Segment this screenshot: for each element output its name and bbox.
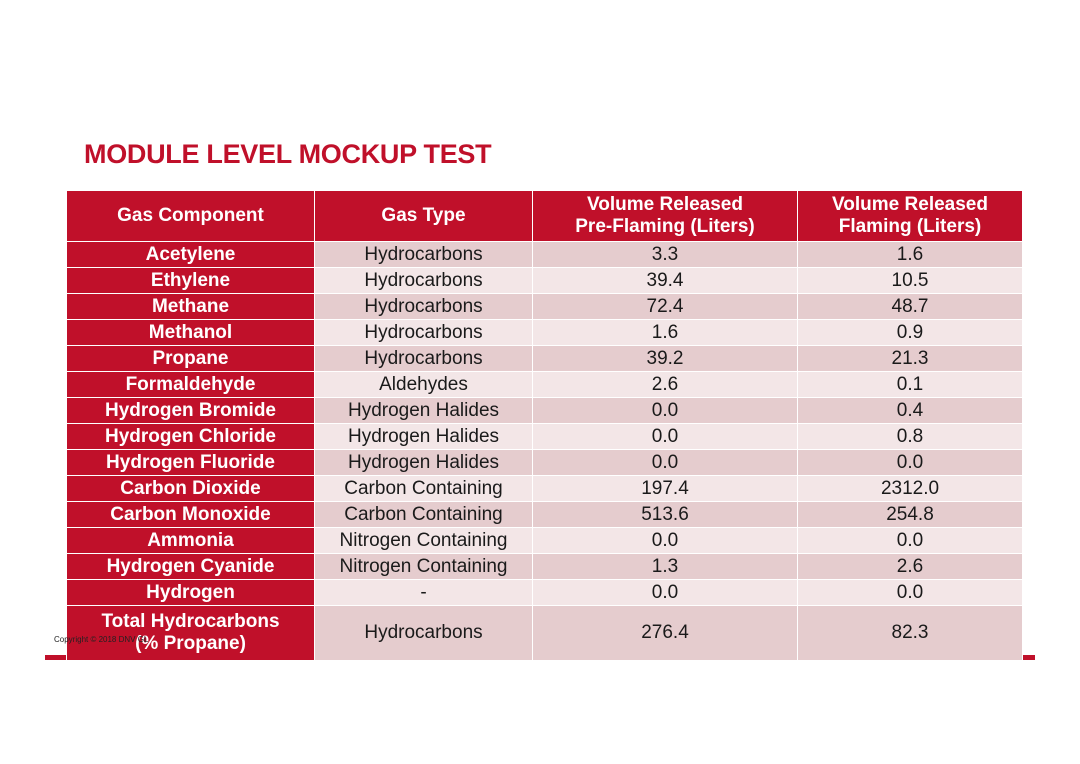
cell-gas-type: Hydrocarbons <box>315 268 533 294</box>
table-row <box>67 580 1023 606</box>
cell-component: Propane <box>67 346 315 372</box>
table-row <box>67 554 1023 580</box>
cell-pre-flaming: 2.6 <box>533 372 798 398</box>
cell-gas-type: Hydrogen Halides <box>315 450 533 476</box>
cell-pre-flaming: 1.3 <box>533 554 798 580</box>
table-row <box>67 268 1023 294</box>
table-row-total <box>67 606 1023 661</box>
cell-gas-type: Hydrocarbons <box>315 346 533 372</box>
cell-pre-flaming: 0.0 <box>533 398 798 424</box>
cell-component: Acetylene <box>67 242 315 268</box>
cell-gas-type: Hydrogen Halides <box>315 424 533 450</box>
cell-flaming: 254.8 <box>798 502 1023 528</box>
cell-pre-flaming: 197.4 <box>533 476 798 502</box>
cell-gas-type: Hydrocarbons <box>315 606 533 661</box>
cell-flaming: 10.5 <box>798 268 1023 294</box>
cell-flaming: 48.7 <box>798 294 1023 320</box>
cell-component: Total Hydrocarbons (% Propane) <box>67 606 315 661</box>
table-row <box>67 450 1023 476</box>
table-row <box>67 242 1023 268</box>
cell-pre-flaming: 0.0 <box>533 580 798 606</box>
table-row <box>67 372 1023 398</box>
table-row <box>67 424 1023 450</box>
cell-flaming: 0.0 <box>798 580 1023 606</box>
cell-gas-type: Nitrogen Containing <box>315 554 533 580</box>
cell-component: Methane <box>67 294 315 320</box>
header-volume-flaming: Volume Released Flaming (Liters) <box>798 191 1023 242</box>
gas-release-table <box>66 190 1023 661</box>
table-row <box>67 398 1023 424</box>
cell-component: Ethylene <box>67 268 315 294</box>
cell-pre-flaming: 1.6 <box>533 320 798 346</box>
cell-flaming: 1.6 <box>798 242 1023 268</box>
cell-component: Hydrogen Fluoride <box>67 450 315 476</box>
cell-gas-type: - <box>315 580 533 606</box>
cell-component: Hydrogen Bromide <box>67 398 315 424</box>
table-row <box>67 294 1023 320</box>
page-title: MODULE LEVEL MOCKUP TEST <box>84 139 492 169</box>
header-gas-component: Gas Component <box>67 191 315 242</box>
table-row <box>67 346 1023 372</box>
cell-gas-type: Nitrogen Containing <box>315 528 533 554</box>
table-row <box>67 476 1023 502</box>
cell-component: Hydrogen Cyanide <box>67 554 315 580</box>
cell-component: Hydrogen Chloride <box>67 424 315 450</box>
cell-flaming: 0.9 <box>798 320 1023 346</box>
header-volume-pre-flaming: Volume Released Pre-Flaming (Liters) <box>533 191 798 242</box>
copyright-text: Copyright © 2018 DNV GL <box>54 635 149 644</box>
cell-pre-flaming: 39.2 <box>533 346 798 372</box>
cell-flaming: 0.0 <box>798 528 1023 554</box>
table-row <box>67 320 1023 346</box>
cell-flaming: 2.6 <box>798 554 1023 580</box>
cell-gas-type: Carbon Containing <box>315 502 533 528</box>
cell-gas-type: Aldehydes <box>315 372 533 398</box>
cell-pre-flaming: 72.4 <box>533 294 798 320</box>
cell-gas-type: Hydrogen Halides <box>315 398 533 424</box>
cell-pre-flaming: 3.3 <box>533 242 798 268</box>
table-row <box>67 528 1023 554</box>
table-row <box>67 502 1023 528</box>
table-header-row <box>67 191 1023 242</box>
cell-component: Carbon Monoxide <box>67 502 315 528</box>
cell-component: Hydrogen <box>67 580 315 606</box>
cell-component: Ammonia <box>67 528 315 554</box>
cell-gas-type: Hydrocarbons <box>315 294 533 320</box>
cell-flaming: 21.3 <box>798 346 1023 372</box>
cell-flaming: 82.3 <box>798 606 1023 661</box>
cell-component: Carbon Dioxide <box>67 476 315 502</box>
cell-component: Methanol <box>67 320 315 346</box>
cell-component: Formaldehyde <box>67 372 315 398</box>
cell-flaming: 2312.0 <box>798 476 1023 502</box>
cell-pre-flaming: 0.0 <box>533 528 798 554</box>
cell-pre-flaming: 0.0 <box>533 450 798 476</box>
cell-pre-flaming: 513.6 <box>533 502 798 528</box>
cell-flaming: 0.0 <box>798 450 1023 476</box>
cell-pre-flaming: 0.0 <box>533 424 798 450</box>
cell-flaming: 0.4 <box>798 398 1023 424</box>
cell-pre-flaming: 39.4 <box>533 268 798 294</box>
cell-gas-type: Hydrocarbons <box>315 320 533 346</box>
header-gas-type: Gas Type <box>315 191 533 242</box>
cell-gas-type: Hydrocarbons <box>315 242 533 268</box>
cell-pre-flaming: 276.4 <box>533 606 798 661</box>
cell-flaming: 0.1 <box>798 372 1023 398</box>
cell-flaming: 0.8 <box>798 424 1023 450</box>
cell-gas-type: Carbon Containing <box>315 476 533 502</box>
